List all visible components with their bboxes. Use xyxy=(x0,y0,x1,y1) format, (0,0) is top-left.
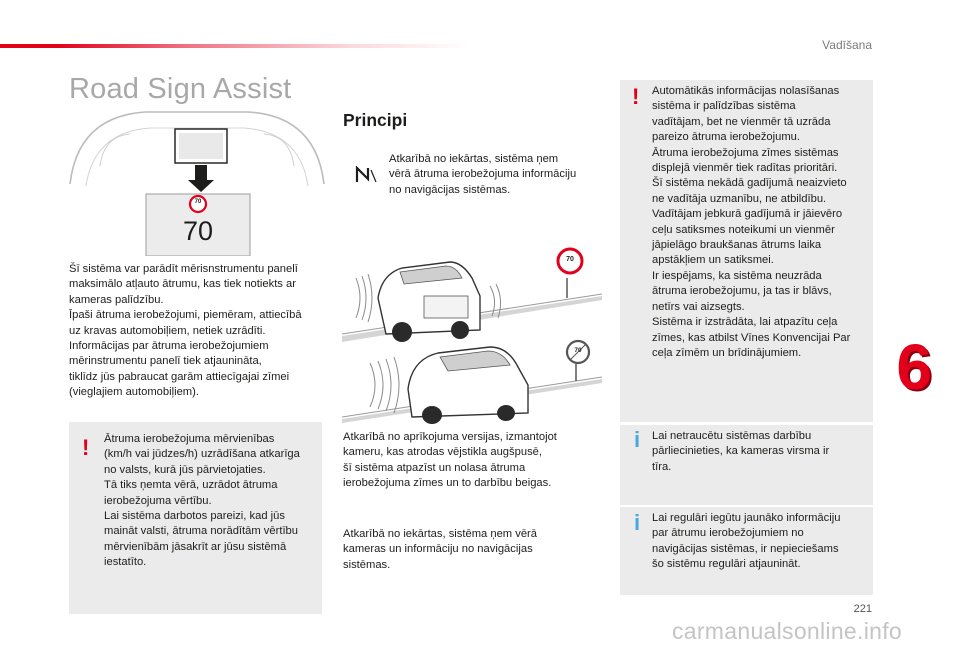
info-text-camera-clean: Lai netraucētu sistēmas darbību pārliecinieties, ka kameras virsma ir tīra. xyxy=(652,430,830,473)
dashboard-illustration xyxy=(68,106,326,256)
info-text-update: Lai regulāri iegūtu jaunāko informāciju par ātrumu ierobežojumiem no navigācijas sistēmas, ir nepieciešams šo sistēmu regulāri atjaunināt. xyxy=(652,512,841,571)
section-heading-principles: Principi xyxy=(343,110,408,130)
warning-box-units xyxy=(69,422,322,614)
info-icon: i xyxy=(634,510,641,535)
navigation-note: Atkarībā no iekārtas, sistēma ņem vērā ātruma ierobežojuma informāciju no navigācijas sistēmas. xyxy=(389,153,577,196)
info-box-update xyxy=(620,507,873,595)
camera-navigation-text: Atkarībā no iekārtas, sistēma ņem vērā kameras un informāciju no navigācijas sistēmas. xyxy=(343,528,538,571)
warning-text-system: Automātikās informācijas nolasīšanas sistēma ir palīdzības sistēma vadītājam, bet ne vienmēr tā uzrāda pareizo ātruma ierobežojumu. Ātruma ierobežojuma zīmes sistēmas displejā vienmēr tiek radītas prioritāri. Šī sistēma nekādā gadījumā neaizvieto ne vadītāja uzmanību, ne atbildību. Vadītājam jebkurā gadījumā ir jāievēro ceļu satiksmes noteikumi un vienmēr jāpielāgo braukšanas ātrums laika apstākļiem un satiksmei. Ir iespējams, ka sistēma neuzrāda ātruma ierobežojumu, ja tas ir blāvs, netīrs vai aizsegts. Sistēma ir izstrādāta, lai atpazītu ceļa zīmes, kas atbilst Vīnes Konvencijai Par ceļa zīmēm un brīdinājumiem. xyxy=(652,85,851,359)
dash-speed-value: 70 xyxy=(182,216,214,246)
camera-text: Atkarībā no aprīkojuma versijas, izmantojot kameru, kas atrodas vējstikla augšpusē, šī sistēma atpazīst un nolasa ātruma ierobežojuma zīmes un to darbību beigas. xyxy=(343,431,557,490)
warning-box-system xyxy=(620,80,873,422)
navigation-icon xyxy=(355,166,379,184)
section-title: Vadīšana xyxy=(822,38,872,52)
info-icon: i xyxy=(634,427,641,452)
warning-icon: ! xyxy=(82,435,90,460)
van-reading-sign-illustration xyxy=(342,333,602,425)
van-passing-sign-illustration xyxy=(342,238,602,343)
watermark-text: carmanualsonline.info xyxy=(671,618,902,644)
speed-sign-bottom-value: 70 xyxy=(574,347,582,354)
intro-text: Šī sistēma var parādīt mērisnstrumentu panelī maksimālo atļauto ātrumu, kas tiek notiekts ar kameras palīdzību. Īpaši ātruma ierobežojumi, piemēram, attiecībā uz kravas automobiļiem, netiek uzrādīti. Informācijas par ātruma ierobežojumiem mērinstrumentu panelī tiek atjaunināta, tiklīdz jūs pabraucat garām attiecīgajai zīmei (vieglajiem automobiļiem). xyxy=(69,263,302,399)
warning-text-units: Ātruma ierobežojuma mērvienības (km/h vai jūdzes/h) uzrādīšana atkarīga no valsts, kurā jūs pārvietojaties. Tā tiks ņemta vērā, uzrādot ātruma ierobežojuma vērtību. Lai sistēma darbotos pareizi, kad jūs maināt valsti, ātruma norādītām vērtību mērvienībām jāsakrīt ar jūsu sistēmā iestatīto. xyxy=(104,433,300,569)
chapter-number: 6 xyxy=(896,331,932,403)
dash-small-sign-value: 70 xyxy=(194,199,202,205)
header-accent-bar xyxy=(0,44,470,48)
warning-icon: ! xyxy=(632,84,640,109)
info-box-camera-clean xyxy=(620,425,873,505)
page-title: Road Sign Assist xyxy=(69,73,292,105)
page-number: 221 xyxy=(853,603,872,615)
speed-sign-top-value: 70 xyxy=(566,256,574,263)
